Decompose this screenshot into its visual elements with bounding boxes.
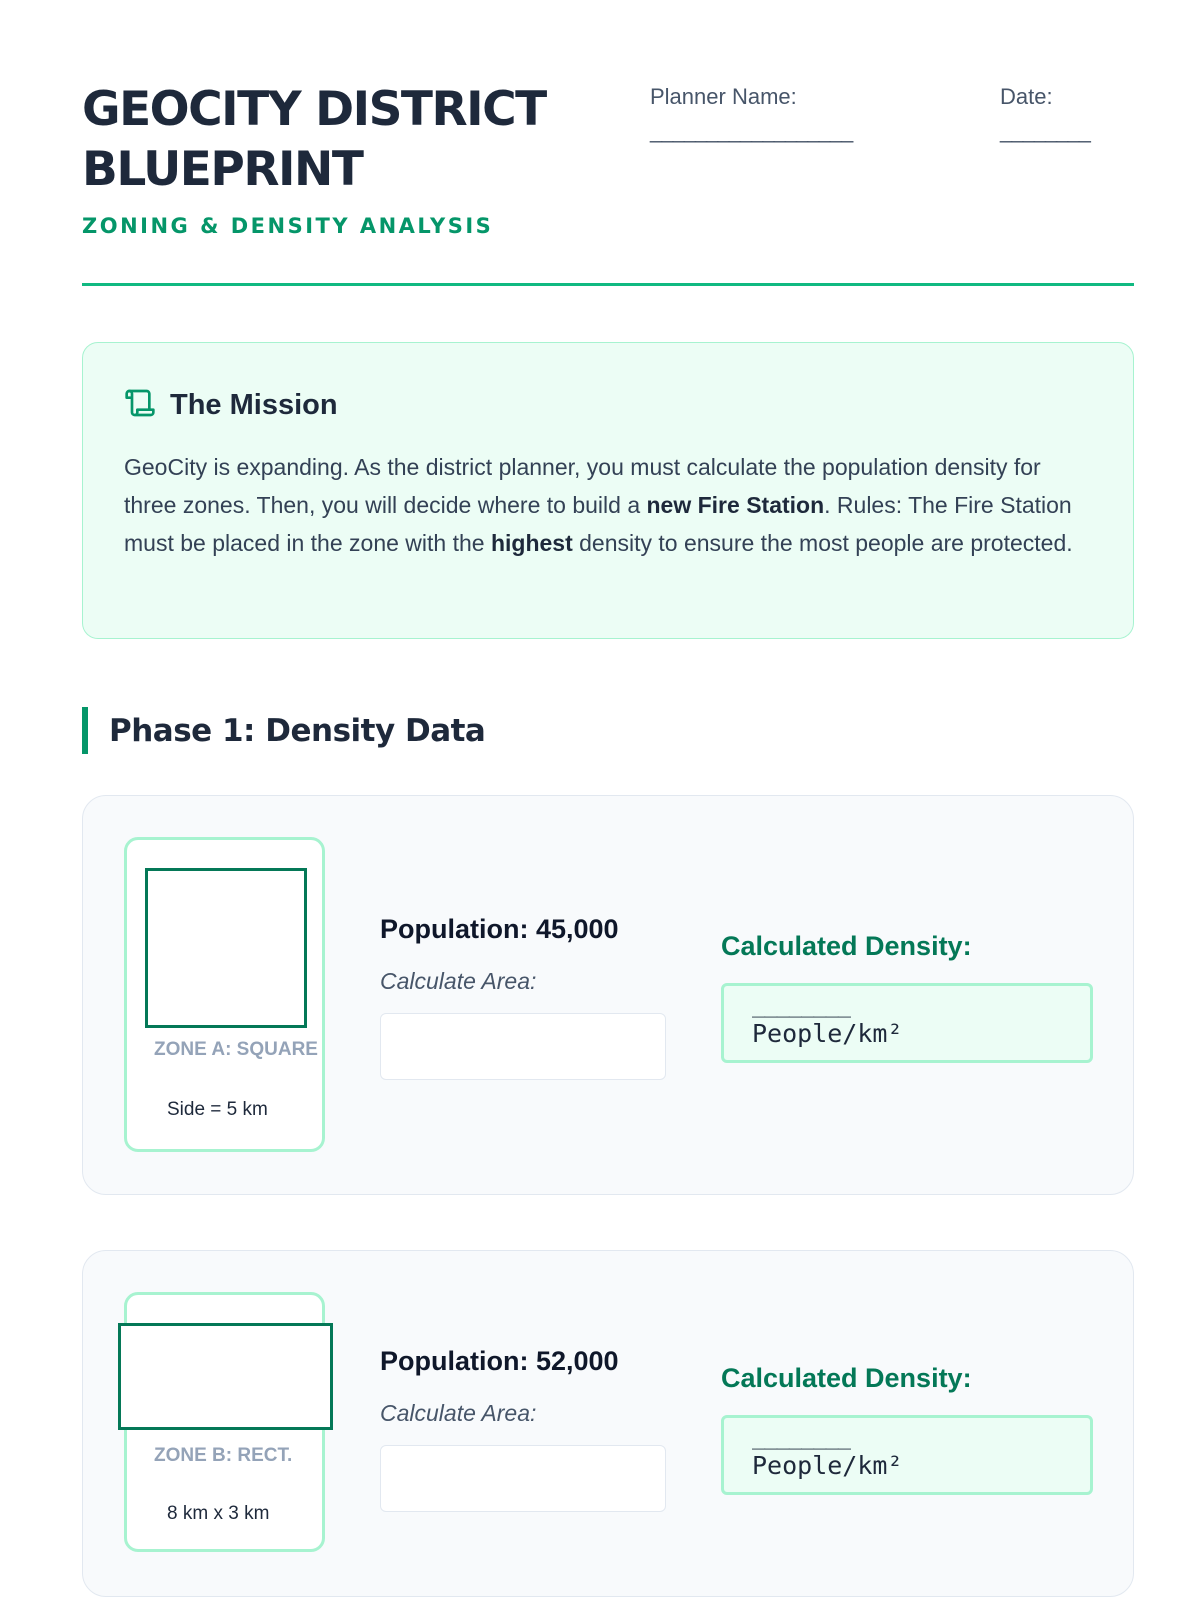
zone-b-population: Population: 52,000 <box>380 1346 619 1376</box>
mission-title: The Mission <box>170 389 338 421</box>
zone-b-density-unit: People/km² <box>752 1451 903 1480</box>
phase-1-title: Phase 1: Density Data <box>109 712 486 749</box>
mission-box <box>82 342 1134 639</box>
zone-a-population: Population: 45,000 <box>380 914 619 944</box>
zone-a-diagram <box>124 837 325 1152</box>
zone-b-diagram <box>124 1292 325 1552</box>
planner-name-line: __________________ <box>650 118 853 143</box>
zone-a-label: ZONE A: SQUARE <box>154 1039 318 1060</box>
date-line: ________ <box>1000 118 1090 143</box>
page-subtitle: ZONING & DENSITY ANALYSIS <box>82 214 494 238</box>
scroll-icon <box>124 387 156 424</box>
date-label: Date: <box>1000 84 1053 109</box>
zone-a-square-shape <box>145 868 307 1028</box>
zone-b-card <box>82 1250 1134 1597</box>
page-title: GEOCITY DISTRICT BLUEPRINT <box>82 82 546 197</box>
zone-b-density-blank: ________ <box>752 1425 850 1450</box>
zone-b-area-input[interactable] <box>380 1445 666 1512</box>
zone-a-density-field[interactable] <box>721 983 1093 1063</box>
zone-b-calc-area-label: Calculate Area: <box>380 1400 537 1426</box>
planner-name-label: Planner Name: <box>650 84 797 109</box>
zone-a-dimension: Side = 5 km <box>167 1099 268 1120</box>
zone-b-dimension: 8 km x 3 km <box>167 1503 270 1524</box>
zone-a-area-input[interactable] <box>380 1013 666 1080</box>
zone-a-calc-area-label: Calculate Area: <box>380 968 537 994</box>
planner-name-field[interactable] <box>650 84 852 144</box>
mission-heading <box>124 387 1093 424</box>
zone-b-density-label: Calculated Density: <box>721 1363 972 1393</box>
zone-b-label: ZONE B: RECT. <box>154 1445 293 1466</box>
zone-a-density-label: Calculated Density: <box>721 931 972 961</box>
zone-a-density-unit: People/km² <box>752 1019 903 1048</box>
zone-b-density-field[interactable] <box>721 1415 1093 1495</box>
zone-b-rectangle-shape <box>118 1323 333 1430</box>
date-field[interactable] <box>1000 84 1090 144</box>
phase-1-heading <box>82 707 485 754</box>
mission-text: GeoCity is expanding. As the district planner, you must calculate the population density for three zones. Then, you will decide where to build a new Fire Station. Rules: The Fire Station must be placed in the zone with the highest density to ensure the most people are protected. <box>124 454 1073 556</box>
zone-a-card <box>82 795 1134 1195</box>
page-header <box>82 80 1134 286</box>
zone-a-density-blank: ________ <box>752 993 850 1018</box>
